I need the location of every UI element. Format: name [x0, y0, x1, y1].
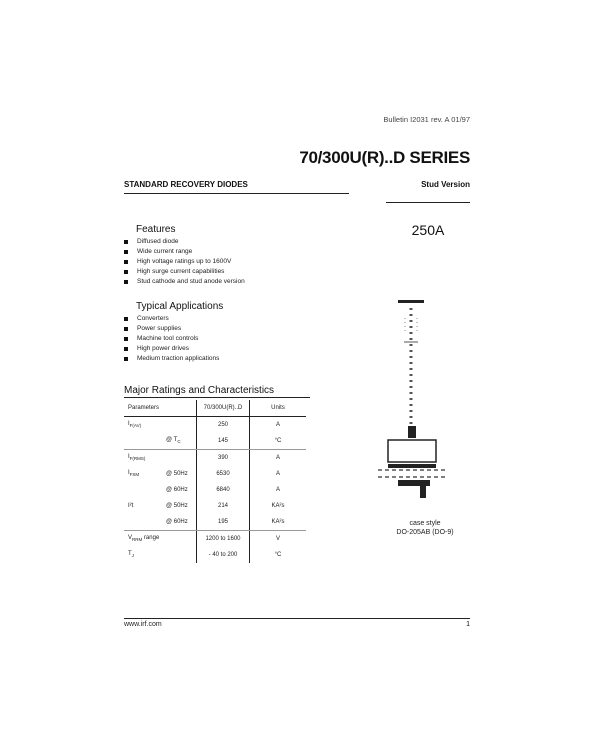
list-item: High power drives	[124, 344, 219, 354]
param-symbol: I	[128, 454, 130, 461]
value-cell: - 40 to 200	[197, 547, 250, 563]
param-cell	[124, 482, 166, 498]
table-row	[124, 547, 306, 563]
rating-divider	[386, 202, 470, 203]
param-cell: I²t	[128, 503, 134, 509]
footer-divider	[124, 618, 470, 619]
table-row	[124, 417, 306, 434]
base-flange	[388, 464, 436, 468]
features-list	[124, 237, 245, 287]
param-symbol: I	[128, 470, 130, 477]
condition-text: @ T	[166, 437, 178, 444]
list-item: High surge current capabilities	[124, 267, 245, 277]
col-header-series: 70/300U(R)..D	[197, 400, 250, 417]
param-cell	[124, 466, 166, 482]
condition-cell	[166, 433, 197, 450]
page-title: 70/300U(R)..D SERIES	[299, 148, 470, 167]
param-subscript: RRM	[132, 537, 143, 543]
value-cell: 145	[197, 433, 250, 450]
value-cell: 195	[197, 514, 250, 531]
unit-cell: V	[250, 531, 307, 548]
param-subscript: FSM	[129, 472, 140, 478]
table-row	[124, 482, 306, 498]
stud-top	[398, 480, 430, 486]
param-symbol: T	[128, 551, 132, 558]
features-heading: Features	[136, 224, 176, 235]
case-style-caption	[380, 519, 470, 537]
applications-list	[124, 314, 219, 364]
unit-cell: °C	[250, 547, 307, 563]
param-symbol: I	[128, 421, 130, 428]
list-item: Medium traction applications	[124, 354, 219, 364]
condition-cell	[166, 450, 197, 467]
device-body	[388, 440, 436, 462]
condition-cell: @ 50Hz	[166, 471, 188, 477]
param-cell	[124, 417, 166, 434]
diode-package-outline	[372, 300, 462, 500]
version-label: Stud Version	[421, 180, 470, 189]
product-subtitle: STANDARD RECOVERY DIODES	[124, 180, 248, 189]
list-item: High voltage ratings up to 1600V	[124, 257, 245, 267]
table-row	[124, 450, 306, 467]
threaded-stud	[420, 486, 426, 498]
param-cell	[124, 514, 166, 531]
condition-text: range	[143, 535, 160, 542]
param-subscript: F(AV)	[129, 423, 142, 429]
col-header-units: Units	[250, 400, 307, 417]
condition-cell: @ 50Hz	[166, 503, 188, 509]
case-style-package: DO-205AB (DO-9)	[396, 529, 454, 536]
value-cell: 390	[197, 450, 250, 467]
terminal-top-bar	[398, 300, 424, 303]
param-cell	[124, 450, 166, 467]
param-symbol: V	[128, 535, 133, 542]
bulletin-number: Bulletin I2031 rev. A 01/97	[383, 115, 470, 124]
table-row	[124, 433, 306, 450]
value-cell: 250	[197, 417, 250, 434]
value-cell: 214	[197, 498, 250, 514]
list-item: Converters	[124, 314, 219, 324]
list-item: Wide current range	[124, 247, 245, 257]
applications-heading: Typical Applications	[136, 301, 224, 312]
table-row	[124, 531, 306, 548]
table-row	[124, 498, 306, 514]
param-cell	[124, 531, 197, 548]
unit-cell: °C	[250, 433, 307, 450]
list-item: Diffused diode	[124, 237, 245, 247]
list-item: Machine tool controls	[124, 334, 219, 344]
param-cell	[124, 433, 166, 450]
unit-cell: A	[250, 482, 307, 498]
condition-cell: @ 60Hz	[166, 514, 197, 531]
case-style-label: case style	[409, 520, 441, 527]
footer-website-link[interactable]: www.irf.com	[124, 621, 162, 628]
page-number: 1	[466, 621, 470, 628]
ratings-table	[124, 400, 306, 563]
unit-cell: A	[250, 417, 307, 434]
ratings-table-heading: Major Ratings and Characteristics	[124, 385, 275, 396]
ratings-table-top-rule	[124, 397, 310, 398]
param-subscript: F(RMS)	[129, 456, 146, 462]
param-cell	[124, 547, 166, 563]
unit-cell: A	[250, 450, 307, 467]
current-rating: 250A	[411, 222, 445, 238]
list-item: Stud cathode and stud anode version	[124, 277, 245, 287]
condition-subscript: C	[177, 439, 181, 445]
unit-cell: KA²s	[250, 498, 307, 514]
param-subscript: J	[131, 553, 134, 559]
value-cell: 6530	[197, 466, 250, 482]
table-header-row	[124, 400, 306, 417]
table-row	[124, 466, 306, 482]
header-divider	[124, 193, 349, 194]
value-cell: 1200 to 1600	[197, 531, 250, 548]
condition-cell	[166, 417, 197, 434]
col-header-parameters: Parameters	[124, 400, 197, 417]
unit-cell: KA²s	[250, 514, 307, 531]
value-cell: 6840	[197, 482, 250, 498]
ceramic-insulator	[408, 426, 416, 438]
condition-cell	[166, 547, 197, 563]
table-row	[124, 514, 306, 531]
list-item: Power supplies	[124, 324, 219, 334]
condition-cell: @ 60Hz	[166, 487, 188, 493]
unit-cell: A	[250, 466, 307, 482]
